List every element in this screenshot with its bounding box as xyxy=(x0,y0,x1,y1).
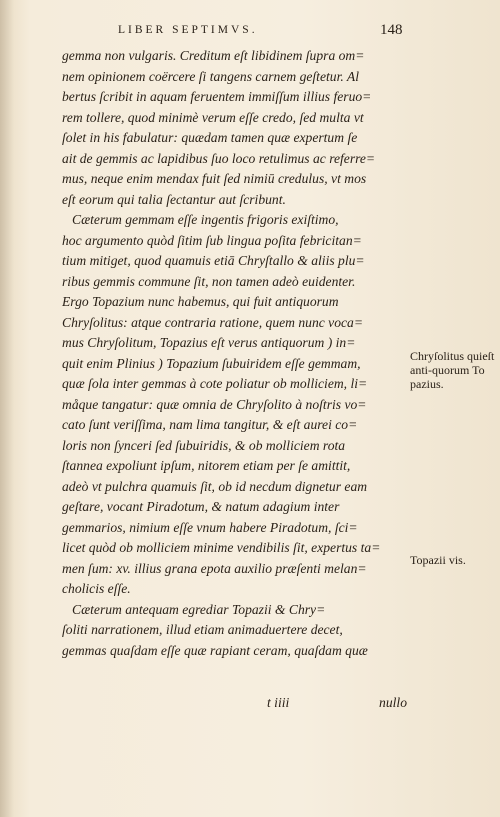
text-line: måque tangatur: quæ omnia de Chryſolito à noſtris vo= xyxy=(62,396,367,412)
text-line: nem opinionem coërcere ſi tangens carnem geſtetur. Al xyxy=(62,68,359,84)
text-line: licet quòd ob molliciem minime vendibilis ſit, expertus ta= xyxy=(62,540,381,555)
text-line: eſt eorum qui talia ſectantur aut ſcribunt. xyxy=(62,191,286,207)
text-line: Chryſolitus: atque contraria ratione, quem nunc voca= xyxy=(62,314,364,330)
text-line: ſoliti narrationem, illud etiam animaduertere decet, xyxy=(62,622,343,637)
text-line: Cæterum gemmam eſſe ingentis frigoris exiſtimo, xyxy=(72,212,339,227)
margin-note-chrysolitus: Chryſolitus quieſt anti-quorum To pazius. xyxy=(410,349,495,391)
running-head: LIBER SEPTIMVS. xyxy=(118,24,258,36)
text-line: mus, neque enim mendax fuit ſed nimiū credulus, vt mos xyxy=(62,171,367,186)
body-text xyxy=(62,46,407,661)
text-line: quæ ſola inter gemmas à cote poliatur ob molliciem, li= xyxy=(62,376,368,391)
margin-note-topazii-vis: Topazii vis. xyxy=(410,553,466,567)
text-line: hoc argumento quòd ſitim ſub lingua poſita febricitan= xyxy=(62,232,362,248)
gutter-shadow xyxy=(0,0,14,817)
text-line: gemmarios, nimium eſſe vnum habere Piradotum, ſci= xyxy=(62,519,358,535)
text-line: gemma non vulgaris. Creditum eſt libidinem ſupra om= xyxy=(62,48,365,63)
text-line: geſtare, vocant Piradotum, & natum adagium inter xyxy=(62,499,340,514)
text-line: tium mitiget, quod quamuis etiā Chryſtallo & aliis plu= xyxy=(62,253,365,268)
catchword: nullo xyxy=(379,695,407,710)
signature-mark: t iiii xyxy=(267,695,290,710)
text-line: men ſum: xv. illius grana epota auxilio præſenti melan= xyxy=(62,560,367,576)
text-line: cato ſunt veriſſima, nam lima tangitur, & eſt aurei co= xyxy=(62,417,358,432)
text-line: quit enim Plinius ) Topazium ſubuiridem eſſe gemmam, xyxy=(62,355,361,371)
text-line: loris non ſynceri ſed ſubuiridis, & ob molliciem rota xyxy=(62,437,346,453)
text-line: bertus ſcribit in aquam feruentem immiſſum illius feruo= xyxy=(62,89,372,104)
page-footer xyxy=(62,695,407,715)
text-line: ſtannea expoliunt ipſum, nitorem etiam per ſe amittit, xyxy=(62,458,351,473)
text-line: gemmas quaſdam eſſe quæ rapiant ceram, quaſdam quæ xyxy=(62,642,368,658)
page-number: 148 xyxy=(380,22,403,38)
text-line: ribus gemmis commune ſit, non tamen adeò euidenter. xyxy=(62,273,356,289)
text-line: ſolet in his fabulatur: quædam tamen quæ expertum ſe xyxy=(62,130,358,145)
text-line: cholicis eſſe. xyxy=(62,581,131,596)
text-line: adeò vt pulchra quamuis ſit, ob id necdum dignetur eam xyxy=(62,478,368,494)
text-line: rem tollere, quod minimè verum eſſe credo, ſed multa vt xyxy=(62,109,364,125)
text-line: Cæterum antequam egrediar Topazii & Chry= xyxy=(72,601,326,617)
text-line: ait de gemmis ac lapidibus ſuo loco retulimus ac referre= xyxy=(62,150,376,166)
text-line: Ergo Topazium nunc habemus, qui fuit antiquorum xyxy=(62,294,339,309)
page-header xyxy=(110,22,410,42)
text-line: mus Chryſolitum, Topazius eſt verus antiquorum ) in= xyxy=(62,335,356,350)
